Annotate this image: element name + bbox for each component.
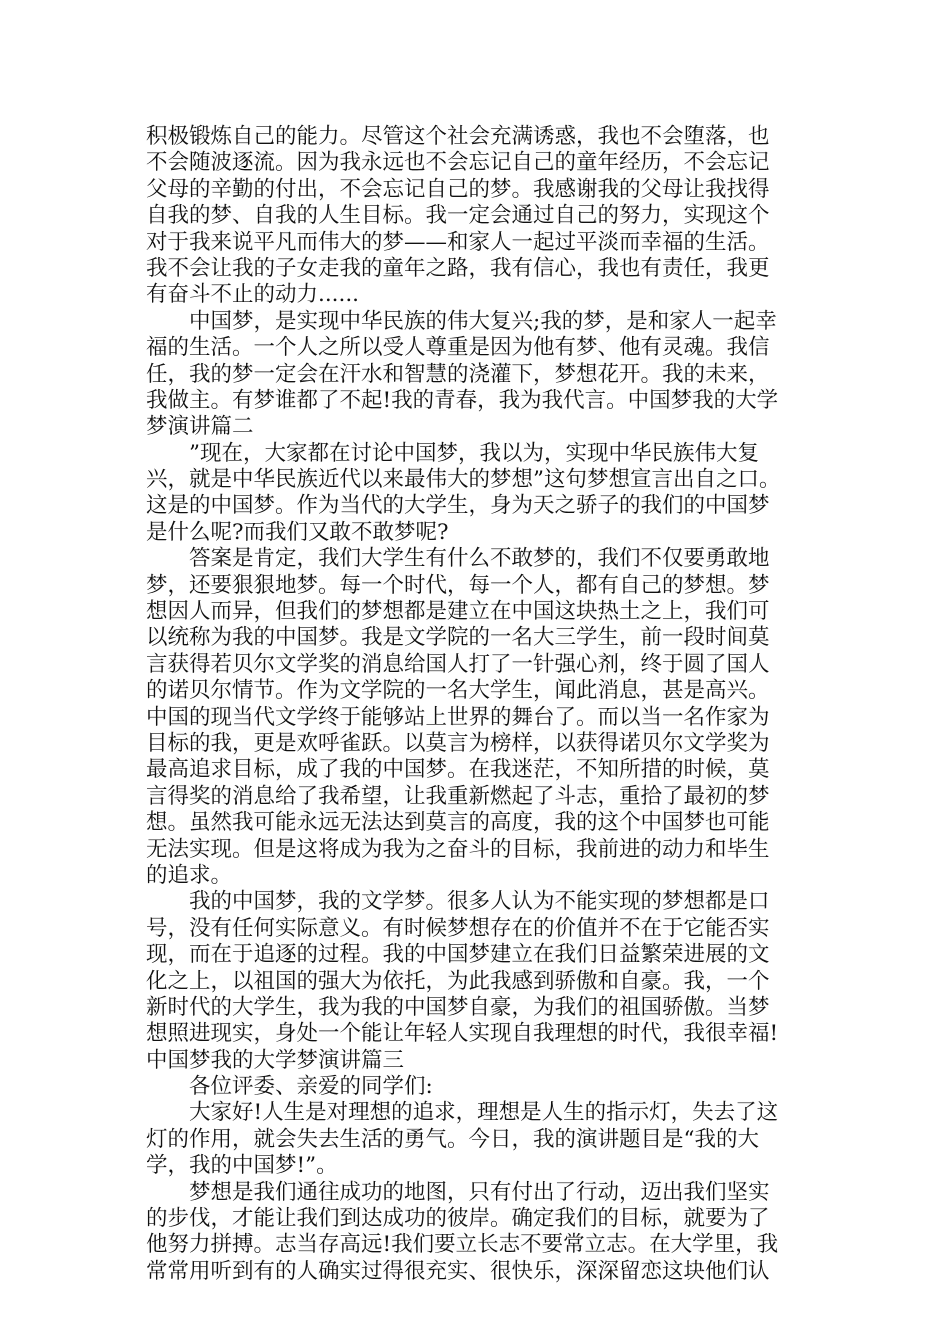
text-line: 想照进现实，身处一个能让年轻人实现自我理想的时代，我很幸福! [146,1021,779,1047]
text-line: 任，我的梦一定会在汗水和智慧的浇灌下，梦想花开。我的未来， [146,361,770,387]
text-line: 对于我来说平凡而伟大的梦——和家人一起过平淡而幸福的生活。 [146,229,770,255]
text-line: 各位评委、亲爱的同学们: [189,1074,433,1100]
text-line: 目标的我，更是欢呼雀跃。以莫言为榜样，以获得诺贝尔文学奖为 [146,730,770,756]
text-line: 自我的梦、自我的人生目标。我一定会通过自己的努力，实现这个 [146,203,770,229]
text-line: 我的中国梦，我的文学梦。很多人认为不能实现的梦想都是口 [189,889,770,915]
text-line: 号，没有任何实际意义。有时候梦想存在的价值并不在于它能否实 [146,915,770,941]
text-line: 言获得若贝尔文学奖的消息给国人打了一针强心剂，终于圆了国人 [146,651,770,677]
text-line: ”现在，大家都在讨论中国梦，我以为，实现中华民族伟大复 [189,440,759,466]
text-line: 我不会让我的子女走我的童年之路，我有信心，我也有责任，我更 [146,255,770,281]
text-line: 想。虽然我可能永远无法达到莫言的高度，我的这个中国梦也可能 [146,810,770,836]
text-line: 学，我的中国梦!”。 [146,1153,338,1179]
text-line: 父母的辛勤的付出，不会忘记自己的梦。我感谢我的父母让我找得 [146,176,770,202]
text-line: 无法实现。但是这将成为我为之奋斗的目标，我前进的动力和毕生 [146,836,770,862]
text-line: 中国的现当代文学终于能够站上世界的舞台了。而以当一名作家为 [146,704,770,730]
text-line: 是什么呢?而我们又敢不敢梦呢? [146,519,449,545]
text-line: 化之上，以祖国的强大为依托，为此我感到骄傲和自豪。我，一个 [146,968,770,994]
text-line: 中国梦我的大学梦演讲篇三 [146,1047,405,1073]
text-line: 梦想是我们通往成功的地图，只有付出了行动，迈出我们坚实 [189,1179,770,1205]
text-line: 兴，就是中华民族近代以来最伟大的梦想”这句梦想宣言出自之口。 [146,467,781,493]
text-line: 梦演讲篇二 [146,414,254,440]
text-line: 言得奖的消息给了我希望，让我重新燃起了斗志，重拾了最初的梦 [146,783,770,809]
text-line: 这是的中国梦。作为当代的大学生，身为天之骄子的我们的中国梦 [146,493,770,519]
document-body [146,124,818,1285]
text-line: 答案是肯定，我们大学生有什么不敢梦的，我们不仅要勇敢地 [189,546,770,572]
text-line: 的诺贝尔情节。作为文学院的一名大学生，闻此消息，甚是高兴。 [146,678,770,704]
text-line: 他努力拼搏。志当存高远!我们要立长志不要常立志。在大学里，我 [146,1232,779,1258]
text-line: 积极锻炼自己的能力。尽管这个社会充满诱惑，我也不会堕落，也 [146,124,770,149]
text-line: 我做主。有梦谁都了不起!我的青春，我为我代言。中国梦我的大学 [146,387,779,413]
text-line: 最高追求目标，成了我的中国梦。在我迷茫，不知所措的时候，莫 [146,757,770,783]
text-line: 中国梦，是实现中华民族的伟大复兴;我的梦，是和家人一起幸 [189,308,777,334]
text-line: 以统称为我的中国梦。我是文学院的一名大三学生，前一段时间莫 [146,625,770,651]
text-line: 梦，还要狠狠地梦。每一个时代，每一个人，都有自己的梦想。梦 [146,572,770,598]
text-line: 常常用听到有的人确实过得很充实、很快乐，深深留恋这块他们认 [146,1258,770,1284]
text-line: 不会随波逐流。因为我永远也不会忘记自己的童年经历，不会忘记 [146,150,770,176]
text-line: 新时代的大学生，我为我的中国梦自豪，为我们的祖国骄傲。当梦 [146,994,770,1020]
text-line: 有奋斗不止的动力...... [146,282,360,308]
text-line: 想因人而异，但我们的梦想都是建立在中国这块热土之上，我们可 [146,599,770,625]
text-line: 灯的作用，就会失去生活的勇气。今日，我的演讲题目是“我的大 [146,1126,759,1152]
text-line: 的步伐，才能让我们到达成功的彼岸。确定我们的目标，就要为了 [146,1206,770,1232]
text-line: 福的生活。一个人之所以受人尊重是因为他有梦、他有灵魂。我信 [146,335,770,361]
text-line: 现，而在于追逐的过程。我的中国梦建立在我们日益繁荣进展的文 [146,942,770,968]
text-line: 的追求。 [146,862,233,888]
text-line: 大家好!人生是对理想的追求，理想是人生的指示灯，失去了这 [189,1100,779,1126]
